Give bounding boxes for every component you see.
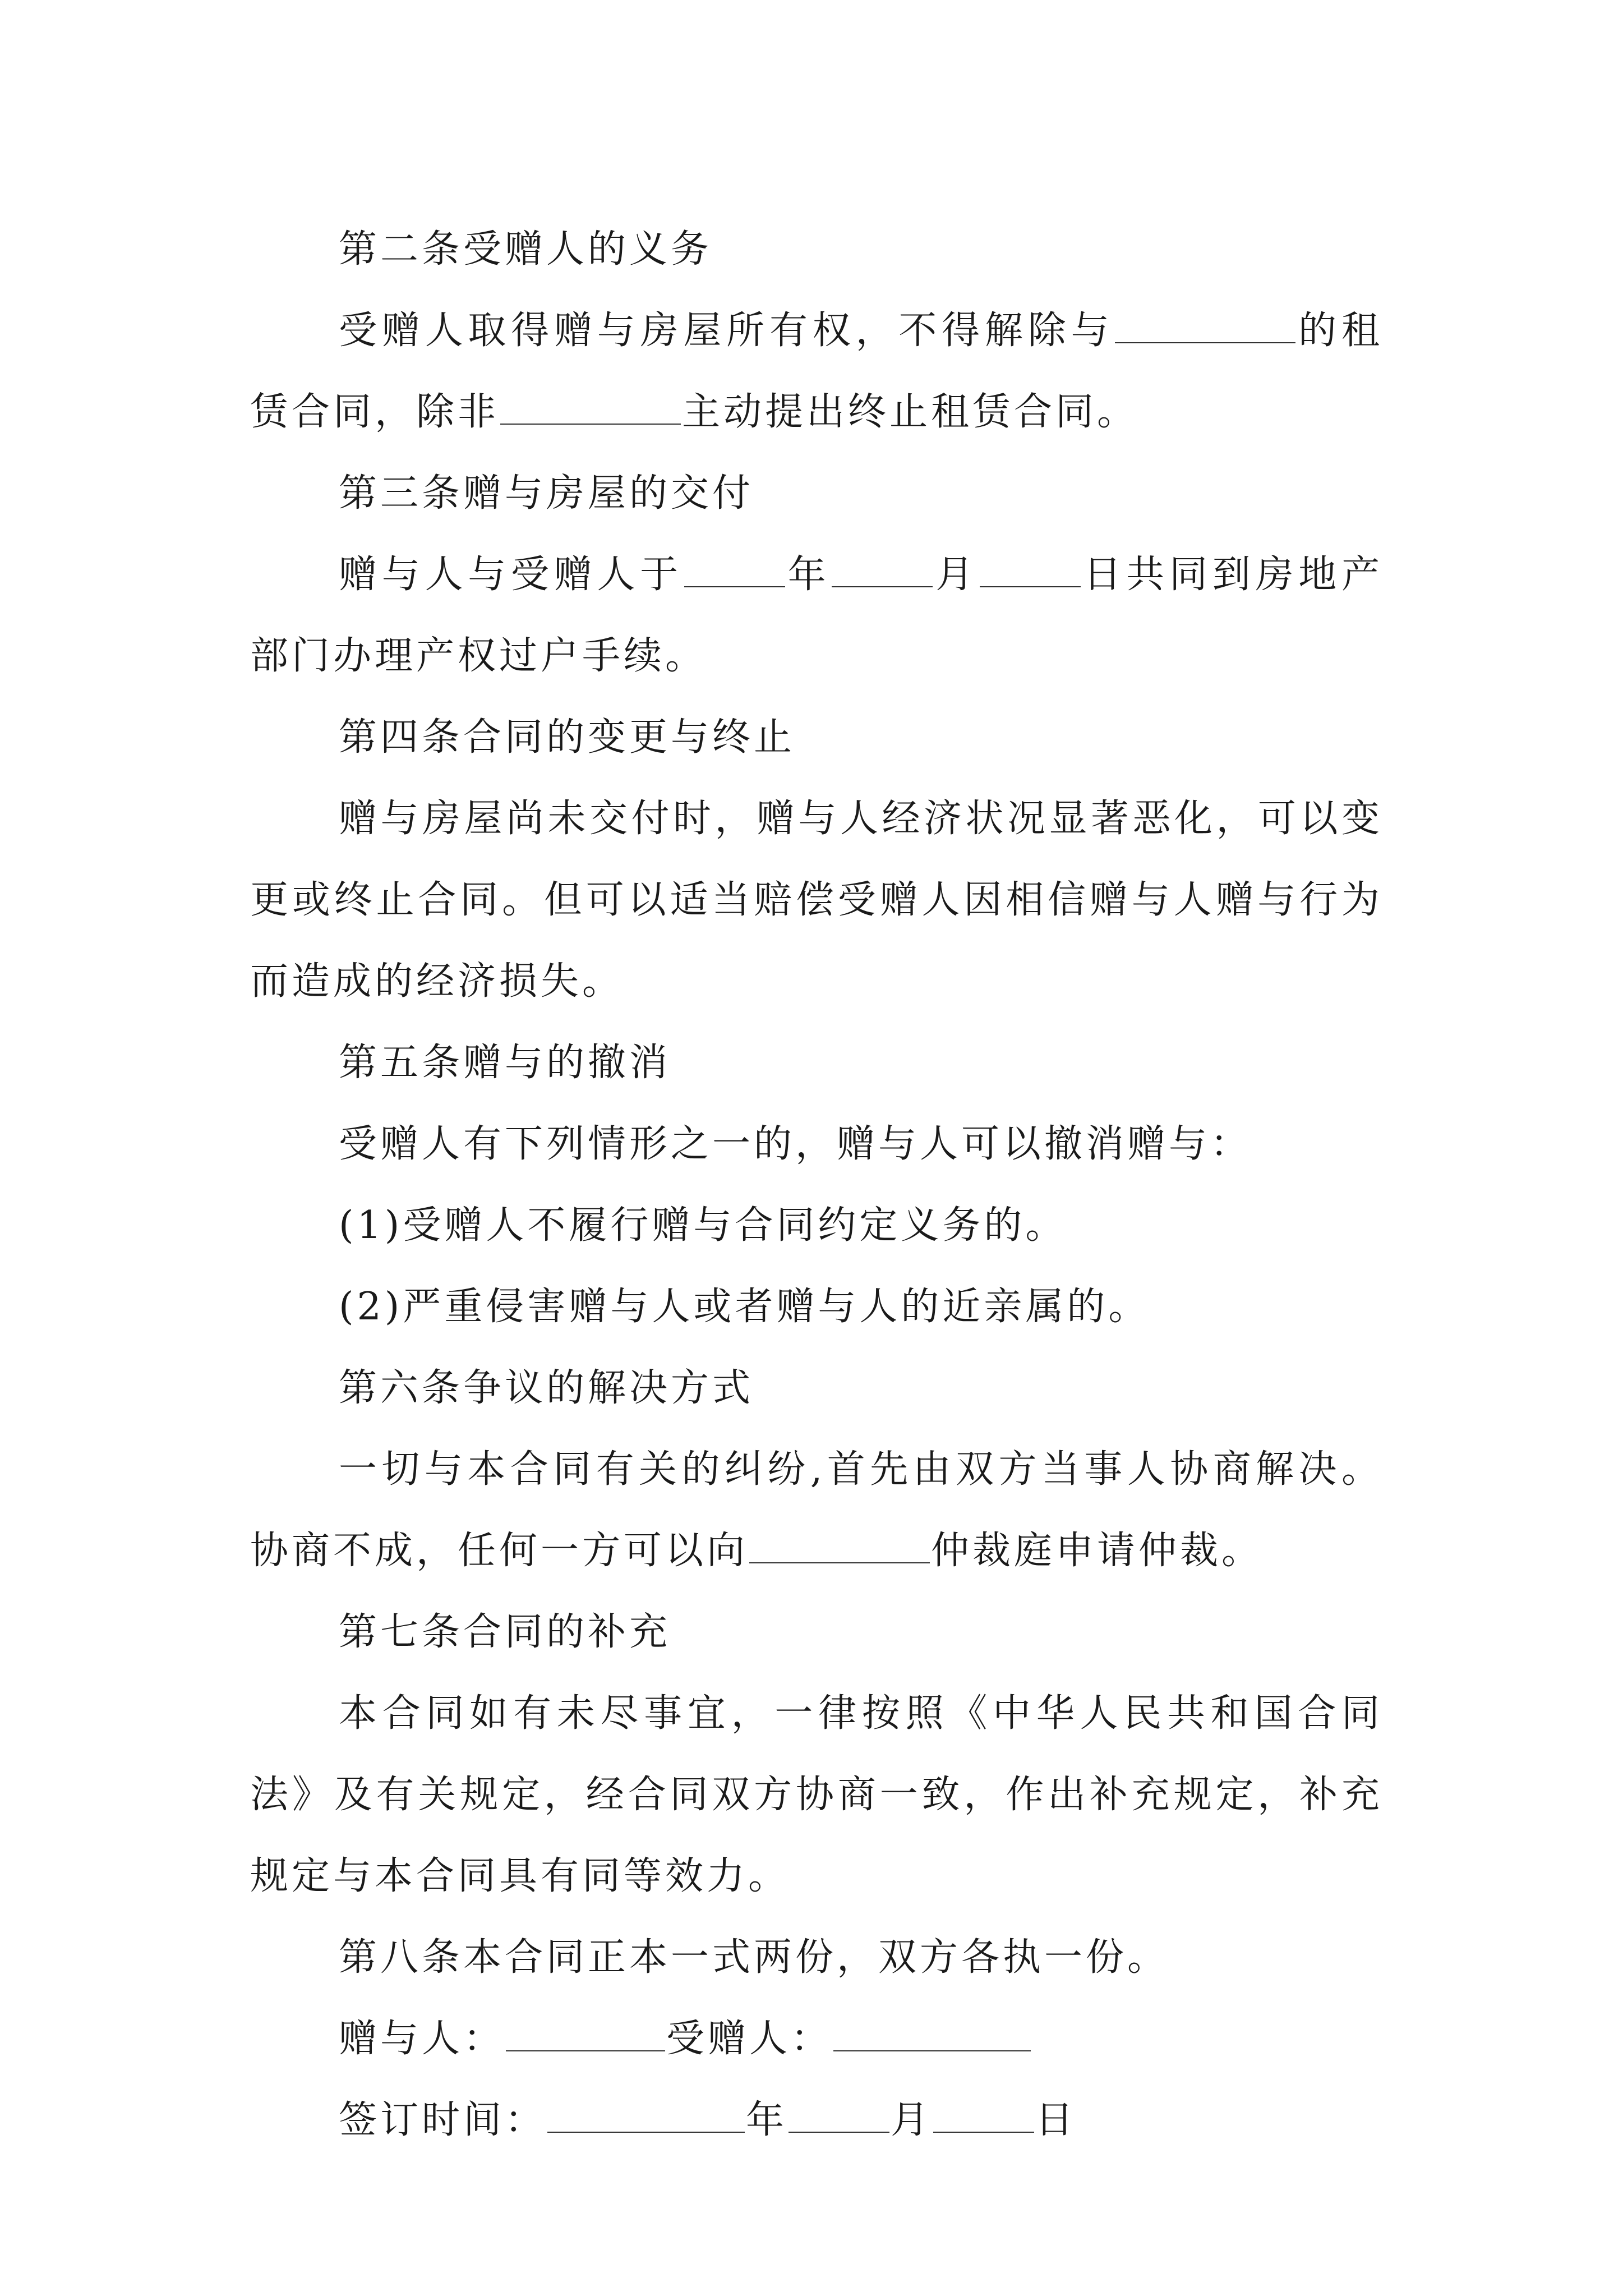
article-4-paragraph: 赠与房屋尚未交付时，赠与人经济状况显著恶化，可以变更或终止合同。但可以适当赔偿受赠人因相信赠与人赠与行为而造成的经济损失。 (250, 797, 1383, 1004)
month-blank (832, 545, 933, 587)
signature-line: 赠与人： 受赠人： (250, 1998, 1383, 2079)
donee-blank (833, 2009, 1031, 2051)
article-3-paragraph: 赠与人与受赠人于 年 月 日共同到房地产部门办理产权过户手续。 (250, 534, 1383, 697)
signing-date-line: 签订时间： 年 月 日 (250, 2079, 1383, 2161)
day-blank (980, 545, 1081, 587)
article-7-paragraph: 本合同如有未尽事宜，一律按照《中华人民共和国合同法》及有关规定，经合同双方协商一致，作出补充规定，补充规定与本合同具有同等效力。 (250, 1691, 1383, 1898)
article-6-paragraph: 一切与本合同有关的纠纷,首先由双方当事人协商解决。协商不成，任何一方可以向 仲裁庭申请仲裁。 (250, 1447, 1383, 1573)
article-5-item-2: (2)严重侵害赠与人或者赠与人的近亲属的。 (339, 1285, 1150, 1329)
lessee-blank (1115, 301, 1295, 343)
article-7-title: 第七条合同的补充 (339, 1610, 671, 1654)
sign-year-blank (547, 2090, 745, 2133)
arbitration-blank (749, 1521, 930, 1563)
document-body (250, 209, 1383, 2161)
article-3-title: 第三条赠与房屋的交付 (339, 471, 754, 516)
lessee-blank-2 (500, 382, 681, 425)
article-4-title: 第四条合同的变更与终止 (339, 715, 796, 760)
year-blank (684, 545, 785, 587)
article-6-title: 第六条争议的解决方式 (339, 1366, 754, 1410)
article-5-item-1: (1)受赠人不履行赠与合同约定义务的。 (339, 1203, 1067, 1248)
article-2-paragraph: 受赠人取得赠与房屋所有权，不得解除与 的租赁合同，除非 主动提出终止租赁合同。 (250, 290, 1383, 453)
donor-blank (506, 2009, 665, 2051)
article-8-text: 第八条本合同正本一式两份，双方各执一份。 (339, 1935, 1169, 1980)
article-2-title: 第二条受赠人的义务 (339, 227, 713, 272)
sign-day-blank (933, 2090, 1034, 2133)
article-5-title: 第五条赠与的撤消 (339, 1041, 671, 1085)
sign-month-blank (789, 2090, 889, 2133)
article-5-paragraph: 受赠人有下列情形之一的，赠与人可以撤消赠与： (339, 1122, 1252, 1166)
